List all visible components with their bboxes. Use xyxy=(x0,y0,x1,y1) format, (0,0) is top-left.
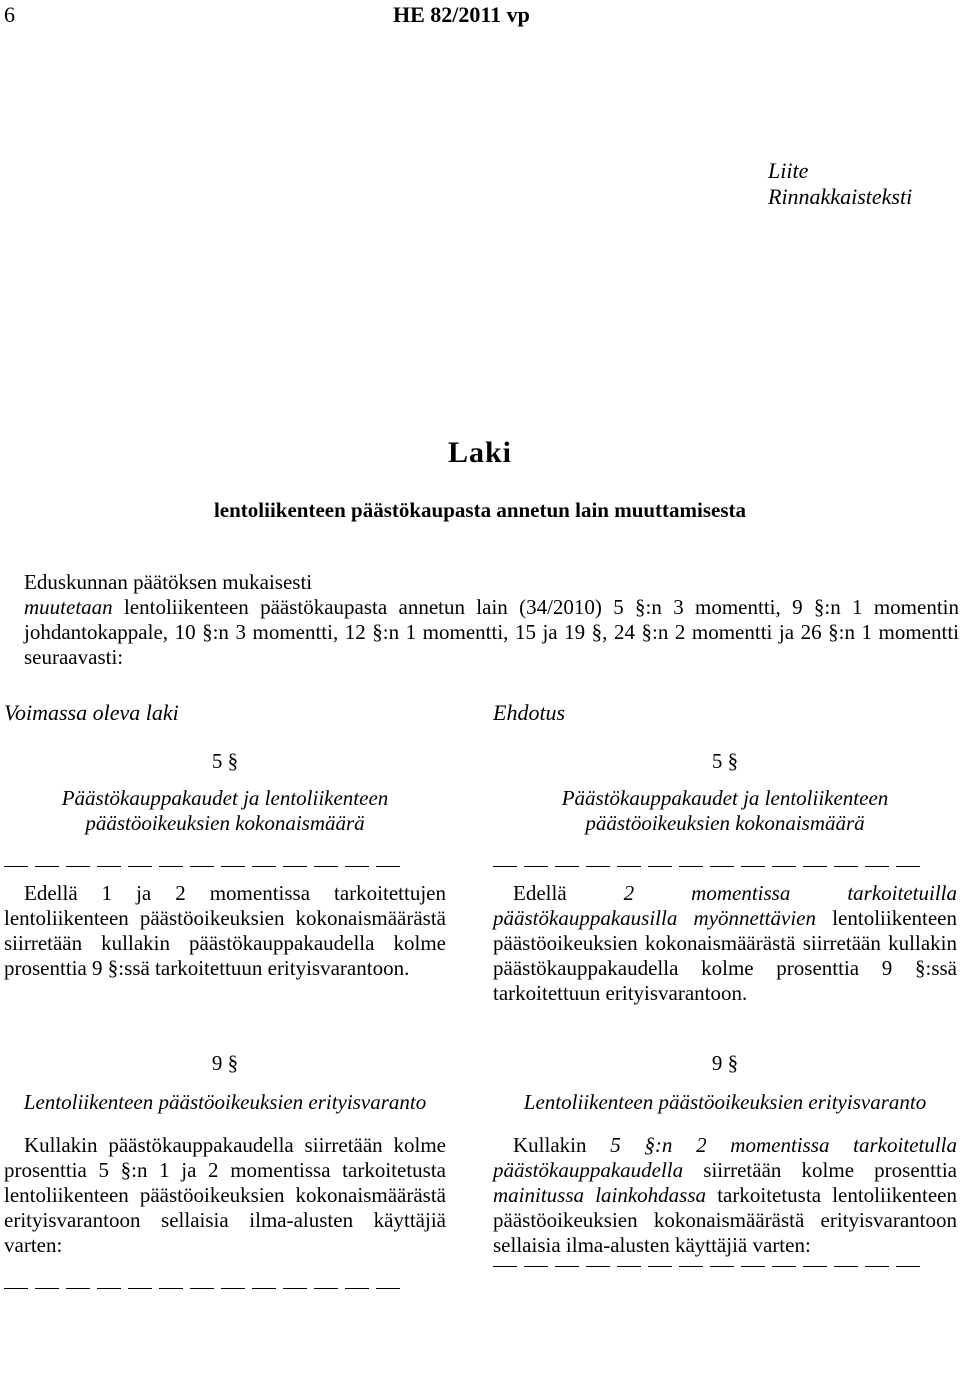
law-title: Laki xyxy=(447,436,513,469)
right-sec9-text-a: Kullakin xyxy=(513,1133,611,1157)
right-sec9-title: Lentoliikenteen päästöoikeuksien erityisvaranto xyxy=(523,1090,927,1114)
right-sec5-title: Päästökauppakaudet ja lentoliikenteen päästöoikeuksien kokonaismäärä xyxy=(561,786,889,835)
right-sec5-text xyxy=(493,881,957,1006)
law-intro xyxy=(24,570,959,670)
left-sec5-title: Päästökauppakaudet ja lentoliikenteen päästöoikeuksien kokonaismäärä xyxy=(61,786,389,835)
right-sec5-text-b: 2 momentissa tarkoitetuilla päästökauppakausilla myönnettävien xyxy=(493,881,957,930)
left-sec9-omission xyxy=(4,1288,446,1289)
right-column xyxy=(493,700,957,1267)
left-sec5-text: Edellä 1 ja 2 momentissa tarkoitettujen lentoliikenteen päästöoikeuksien kokonaismäärästä siirretään kullakin päästökauppakaudella kolme prosenttia 9 §:ssä tarkoitettuun erityisvarantoon. xyxy=(4,881,446,980)
appendix-label xyxy=(768,158,912,210)
left-sec5-number: 5 § xyxy=(211,749,239,773)
right-column-heading: Ehdotus xyxy=(493,700,566,725)
document-header: HE 82/2011 vp xyxy=(393,2,530,27)
left-sec5-omission xyxy=(4,866,446,867)
page-number: 6 xyxy=(4,2,15,27)
intro-rest: lentoliikenteen päästökaupasta annetun lain (34/2010) 5 §:n 3 momentti, 9 §:n 1 momentin johdantokappale, 10 §:n 3 momentti, 12 §:n 1 momentti, 15 ja 19 §, 24 §:n 2 momentti ja 26 §:n 1 momentti seuraavasti: xyxy=(24,595,959,669)
right-sec5-omission xyxy=(493,866,957,867)
law-subtitle: lentoliikenteen päästökaupasta annetun lain muuttamisesta xyxy=(213,498,747,522)
left-sec9-text: Kullakin päästökauppakaudella siirretään kolme prosenttia 5 §:n 1 ja 2 momentissa tarkoitetusta lentoliikenteen päästöoikeuksien kokonaismäärästä erityisvarantoon sellaisia ilma-alusten käyttäjiä varten: xyxy=(4,1133,446,1257)
left-column xyxy=(4,700,446,1289)
right-sec9-text-d: mainitussa lainkohdassa xyxy=(493,1183,707,1207)
left-column-heading: Voimassa oleva laki xyxy=(4,700,179,725)
right-sec9-omission xyxy=(493,1266,957,1267)
right-sec9-text-c: siirretään kolme prosenttia xyxy=(683,1158,957,1182)
appendix-line-1: Liite xyxy=(768,158,809,183)
right-sec5-number: 5 § xyxy=(711,749,739,773)
right-sec9-text-b: 5 §:n 2 momentissa tarkoitetulla päästökauppakaudella xyxy=(493,1133,957,1182)
right-sec9-number: 9 § xyxy=(711,1051,739,1075)
right-sec5-text-a: Edellä xyxy=(513,881,624,905)
right-sec9-text xyxy=(493,1133,957,1258)
intro-paragraph xyxy=(24,595,959,670)
left-sec9-number: 9 § xyxy=(211,1051,239,1075)
intro-verb: muutetaan xyxy=(24,595,113,619)
right-sec9-text-e: tarkoitetusta lentoliikenteen päästöoikeuksien kokonaismäärästä erityisvarantoon sellaisia ilma-alusten käyttäjiä varten: xyxy=(493,1183,957,1257)
appendix-line-2: Rinnakkaisteksti xyxy=(768,184,913,209)
left-sec9-title: Lentoliikenteen päästöoikeuksien erityisvaranto xyxy=(23,1090,427,1114)
intro-line: Eduskunnan päätöksen mukaisesti xyxy=(24,570,313,594)
right-sec5-text-c: lentoliikenteen päästöoikeuksien kokonaismäärästä siirretään kullakin päästökauppakaudella kolme prosenttia 9 §:ssä tarkoitettuun erityisvarantoon. xyxy=(493,906,958,1005)
